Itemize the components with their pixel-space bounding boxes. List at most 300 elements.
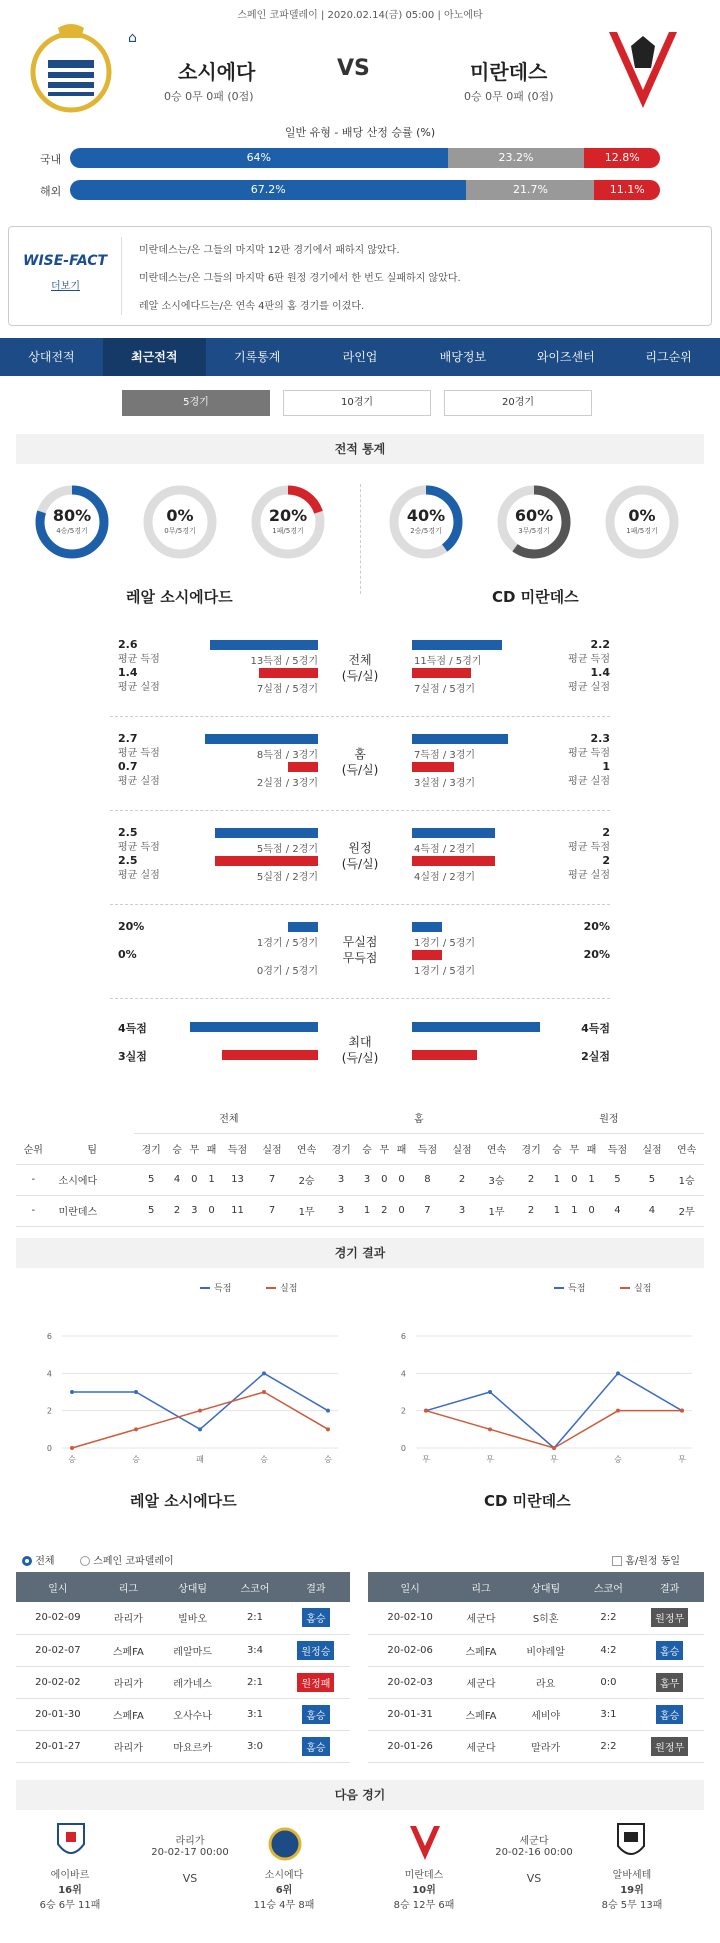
home-stat-bar <box>288 762 318 772</box>
home-team-full: 레알 소시에다드 <box>126 588 233 606</box>
home-stat-label: 평균 득점 <box>118 654 160 665</box>
series-point <box>262 1371 266 1375</box>
away-stat-label: 평균 득점 <box>568 748 610 759</box>
result-badge: 홈승 <box>656 1705 683 1724</box>
standings-col: 무 <box>566 1133 583 1164</box>
wise-fact-item: 미란데스는/은 그들의 마지막 12판 경기에서 패하지 않았다. <box>139 245 400 256</box>
standings-cell: 1무 <box>289 1195 324 1226</box>
results-cell: 20-02-06 <box>368 1634 452 1666</box>
standings-cell: 0 <box>376 1164 393 1195</box>
tab-head-to-head[interactable]: 상대전적 <box>28 350 75 364</box>
table-row <box>368 1634 704 1666</box>
next-away-t1: 미란데스 10위 8승 12무 6패 <box>393 1870 455 1911</box>
results-cell: 4:2 <box>582 1634 636 1666</box>
results-cell: 스페FA <box>100 1698 157 1730</box>
standings-col: 득점 <box>410 1133 445 1164</box>
standings-cell: 11 <box>220 1195 255 1226</box>
stats-title: 전적 통계 <box>16 434 704 464</box>
donut-sub: 4승/5경기 <box>56 527 88 535</box>
standings-cell: 4 <box>635 1195 670 1226</box>
results-cell <box>635 1602 704 1634</box>
results-col: 일시 <box>368 1572 452 1602</box>
standings-team[interactable]: 소시에다 <box>51 1164 134 1195</box>
results-chart <box>370 1276 704 1486</box>
lose-rate: 12.8% <box>584 148 660 168</box>
away-stat-value: 1.4 <box>590 666 610 679</box>
home-stat-label: 평균 실점 <box>118 682 160 693</box>
stat-divider <box>110 904 610 905</box>
next-away-t1-logo <box>408 1822 442 1862</box>
home-stat-value: 3실점 <box>118 1050 147 1063</box>
away-stat-count: 4실점 / 2경기 <box>414 872 476 883</box>
standings-col: 실점 <box>445 1133 480 1164</box>
results-chart <box>16 1276 350 1486</box>
results-cell: 2:2 <box>582 1602 636 1634</box>
series-point <box>680 1409 684 1413</box>
result-badge: 원정승 <box>297 1641 334 1660</box>
series-point <box>198 1409 202 1413</box>
standings-cell: 7 <box>410 1195 445 1226</box>
away-stat-bar <box>412 1022 540 1032</box>
rate-label: 국내 <box>40 153 62 166</box>
next-home-t1-logo <box>56 1822 86 1862</box>
table-row <box>16 1195 704 1226</box>
home-team-name: 소시에다 <box>178 60 256 84</box>
x-tick-label: 패 <box>196 1455 204 1464</box>
home-stat-label: 평균 실점 <box>118 776 160 787</box>
away-stat-value: 20% <box>583 920 610 933</box>
results-cell: 2:1 <box>228 1602 281 1634</box>
standings-cell: 7 <box>255 1195 290 1226</box>
win-rate: 67.2% <box>70 180 466 200</box>
next-home-t1: 에이바르 16위 6승 6무 11패 <box>39 1870 101 1911</box>
results-cell: 마요르카 <box>157 1730 228 1762</box>
home-stat-bar <box>190 1022 318 1032</box>
standings-cell: 3승 <box>479 1164 514 1195</box>
away-stat-bar <box>412 762 454 772</box>
standings-cell: 2무 <box>669 1195 704 1226</box>
standings-cell: 3 <box>358 1164 375 1195</box>
donut-chart <box>250 484 326 560</box>
away-stat-value: 2 <box>602 854 610 867</box>
standings-cell: 5 <box>134 1195 169 1226</box>
away-stat-value: 20% <box>583 948 610 961</box>
results-cell: 3:4 <box>228 1634 281 1666</box>
away-stat-count: 3실점 / 3경기 <box>414 778 476 789</box>
standings-col: 연속 <box>289 1133 324 1164</box>
results-cell: 세군다 <box>452 1730 510 1762</box>
results-cell: 스페FA <box>452 1634 510 1666</box>
home-icon[interactable]: ⌂ <box>128 30 137 46</box>
results-col: 스코어 <box>582 1572 636 1602</box>
donut-chart <box>142 484 218 560</box>
series-point <box>134 1427 138 1431</box>
home-stat-count: 0경기 / 5경기 <box>256 966 318 977</box>
table-row <box>16 1164 704 1195</box>
results-cell <box>635 1730 704 1762</box>
standings-col: 패 <box>393 1133 410 1164</box>
next-away-t2: 알바세테 19위 8승 5무 13패 <box>601 1870 663 1911</box>
period-10-button[interactable]: 10경기 <box>283 390 431 416</box>
away-stat-value: 1 <box>602 760 610 773</box>
standings-cell: - <box>16 1195 51 1226</box>
period-5-button[interactable]: 5경기 <box>122 390 270 416</box>
results-cell: 레가네스 <box>157 1666 228 1698</box>
results-cell: 3:0 <box>228 1730 281 1762</box>
series-point <box>616 1409 620 1413</box>
y-tick-label: 6 <box>400 1332 406 1341</box>
next-home-t2-logo <box>268 1822 302 1862</box>
wise-more-link[interactable]: 더보기 <box>51 281 80 292</box>
wise-fact-logo: WISE-FACT <box>23 253 108 269</box>
donut-percent: 80% <box>52 506 92 525</box>
stat-group-label: 원정 (득/실) <box>341 841 379 871</box>
x-tick-label: 무 <box>422 1455 430 1464</box>
results-cell: 라리가 <box>100 1730 157 1762</box>
standings-col: 승 <box>168 1133 185 1164</box>
y-tick-label: 6 <box>46 1332 52 1341</box>
results-cell <box>282 1730 350 1762</box>
standings-cell: 5 <box>635 1164 670 1195</box>
standings-cell: 2 <box>445 1164 480 1195</box>
results-cell: 세군다 <box>452 1602 510 1634</box>
donut-chart <box>496 484 572 560</box>
tab-nav <box>0 338 720 376</box>
home-stat-count: 2실점 / 3경기 <box>256 778 318 789</box>
home-stat-bar <box>288 922 318 932</box>
vs-label: VS <box>337 56 370 81</box>
filter-same-venue[interactable]: 홈/원정 동일 <box>612 1552 680 1567</box>
results-cell: 20-02-03 <box>368 1666 452 1698</box>
wise-fact-item: 미란데스는/은 그들의 마지막 6판 원정 경기에서 한 번도 실패하지 않았다. <box>139 273 461 284</box>
standings-cell: 1 <box>358 1195 375 1226</box>
y-tick-label: 2 <box>400 1406 406 1416</box>
x-tick-label: 승 <box>324 1455 332 1464</box>
home-stat-value: 2.7 <box>118 732 138 745</box>
home-stat-value: 4득점 <box>118 1022 147 1035</box>
standings-cell: 1 <box>566 1195 583 1226</box>
filter-all[interactable]: 전체 <box>22 1552 55 1567</box>
results-away-table <box>368 1572 704 1763</box>
away-stat-count: 1경기 / 5경기 <box>414 938 476 949</box>
standings-cell: 1 <box>583 1164 600 1195</box>
results-cell <box>635 1666 704 1698</box>
standings-col: 무 <box>186 1133 203 1164</box>
home-logo <box>28 22 114 114</box>
table-row <box>368 1602 704 1634</box>
results-cell: 라리가 <box>100 1666 157 1698</box>
standings-cell: 0 <box>393 1164 410 1195</box>
x-tick-label: 승 <box>614 1455 622 1464</box>
home-stat-value: 1.4 <box>118 666 138 679</box>
away-stat-bar <box>412 640 502 650</box>
filter-cup[interactable]: 스페인 코파델레이 <box>80 1552 174 1567</box>
donut-sub: 0무/5경기 <box>164 527 196 535</box>
results-cell: 0:0 <box>582 1666 636 1698</box>
tab-lineup[interactable]: 라인업 <box>342 350 378 364</box>
away-stat-value: 2 <box>602 826 610 839</box>
standings-cell: 7 <box>255 1164 290 1195</box>
home-stat-count: 5실점 / 2경기 <box>256 872 318 883</box>
results-cell: 스페FA <box>452 1698 510 1730</box>
donut-sub: 1패/5경기 <box>272 527 304 535</box>
x-tick-label: 승 <box>260 1455 268 1464</box>
standings-cell: 2 <box>168 1195 185 1226</box>
standings-col: 승 <box>358 1133 375 1164</box>
results-cell: 2:1 <box>228 1666 281 1698</box>
stat-divider <box>110 810 610 811</box>
standings-cell: 3 <box>324 1195 359 1226</box>
series-point <box>70 1390 74 1394</box>
home-stat-label: 평균 실점 <box>118 870 160 881</box>
results-cell: 20-02-09 <box>16 1602 100 1634</box>
standings-cell: - <box>16 1164 51 1195</box>
results-col: 일시 <box>16 1572 100 1602</box>
away-stat-label: 평균 실점 <box>568 682 610 693</box>
tab-recent[interactable]: 최근전적 <box>103 338 206 376</box>
result-badge: 홈승 <box>302 1737 329 1756</box>
stat-group-label: 홈 (득/실) <box>341 747 379 777</box>
next-away-info: 세군다 20-02-16 00:00 VS <box>495 1836 573 1885</box>
standings-cell: 0 <box>203 1195 220 1226</box>
wise-fact-box <box>8 226 712 326</box>
home-stat-bar <box>210 640 318 650</box>
series-point <box>552 1446 556 1450</box>
away-stat-label: 평균 득점 <box>568 842 610 853</box>
results-cell: 20-02-02 <box>16 1666 100 1698</box>
table-row <box>16 1666 350 1698</box>
standings-team[interactable]: 미란데스 <box>51 1195 134 1226</box>
standings-cell: 5 <box>134 1164 169 1195</box>
home-stat-count: 8득점 / 3경기 <box>256 750 318 761</box>
standings-cell: 1 <box>548 1195 565 1226</box>
series-point <box>424 1409 428 1413</box>
standings-col: 실점 <box>635 1133 670 1164</box>
wise-fact-item: 레알 소시에다드는/은 연속 4판의 홈 경기를 이겼다. <box>139 301 365 312</box>
results-col: 리그 <box>452 1572 510 1602</box>
results-cell: 20-01-31 <box>368 1698 452 1730</box>
results-cell: 레알마드 <box>157 1634 228 1666</box>
next-away-t2-logo <box>616 1822 646 1862</box>
away-stat-value: 2실점 <box>581 1050 610 1063</box>
legend-label: 득점 <box>568 1284 586 1294</box>
away-team-record: 0승 0무 0패 (0점) <box>464 90 554 103</box>
stat-group-label: 전체 (득/실) <box>341 653 379 683</box>
standings-col: 패 <box>203 1133 220 1164</box>
home-stat-bar <box>215 856 318 866</box>
home-stat-bar <box>205 734 318 744</box>
stat-divider <box>110 716 610 717</box>
rate-title: 일반 유형 - 배당 산정 승률 (%) <box>284 126 436 139</box>
home-stat-count: 1경기 / 5경기 <box>256 938 318 949</box>
win-rate: 64% <box>70 148 448 168</box>
away-stat-count: 7실점 / 5경기 <box>414 684 476 695</box>
series-point <box>616 1371 620 1375</box>
draw-rate: 23.2% <box>448 148 585 168</box>
draw-rate: 21.7% <box>466 180 594 200</box>
standings-col: 실점 <box>255 1133 290 1164</box>
series-point <box>134 1390 138 1394</box>
donut-percent: 0% <box>166 506 194 525</box>
away-stat-bar <box>412 1050 477 1060</box>
series-line <box>72 1373 328 1429</box>
series-point <box>488 1427 492 1431</box>
standings-table <box>16 1102 704 1227</box>
series-point <box>326 1427 330 1431</box>
standings-cell: 5 <box>600 1164 635 1195</box>
period-20-button[interactable]: 20경기 <box>444 390 592 416</box>
results-cell: 2:2 <box>582 1730 636 1762</box>
next-home-t2: 소시에다 6위 11승 4무 8패 <box>253 1870 315 1911</box>
away-stat-value: 2.2 <box>590 638 610 651</box>
standings-col: 경기 <box>324 1133 359 1164</box>
results-cell <box>282 1698 350 1730</box>
table-row <box>16 1730 350 1762</box>
standings-col: 득점 <box>600 1133 635 1164</box>
results-cell: 빌바오 <box>157 1602 228 1634</box>
results-cell: 세군다 <box>452 1666 510 1698</box>
donut-percent: 40% <box>406 506 446 525</box>
donut-chart <box>604 484 680 560</box>
home-stat-bar <box>222 1050 318 1060</box>
away-team-name: 미란데스 <box>470 60 548 84</box>
standings-cell: 1 <box>203 1164 220 1195</box>
standings-cell: 3 <box>186 1195 203 1226</box>
results-cell: 20-01-26 <box>368 1730 452 1762</box>
table-row <box>16 1634 350 1666</box>
home-stat-label: 평균 득점 <box>118 748 160 759</box>
rate-bar <box>70 180 660 200</box>
donut-sub: 1패/5경기 <box>626 527 658 535</box>
x-tick-label: 무 <box>486 1455 494 1464</box>
away-stat-bar <box>412 856 495 866</box>
away-team-full: CD 미란데스 <box>492 588 579 606</box>
away-stat-label: 평균 실점 <box>568 776 610 787</box>
results-cell <box>635 1634 704 1666</box>
result-badge: 홈무 <box>656 1673 683 1692</box>
standings-col: 경기 <box>134 1133 169 1164</box>
chart-home-team: 레알 소시에다드 <box>130 1492 237 1510</box>
tab-record-stats[interactable]: 기록통계 <box>233 350 281 364</box>
standings-cell: 0 <box>186 1164 203 1195</box>
y-tick-label: 4 <box>46 1369 52 1379</box>
lose-rate: 11.1% <box>594 180 659 200</box>
standings-cell: 0 <box>583 1195 600 1226</box>
y-tick-label: 0 <box>46 1444 52 1453</box>
results-cell <box>635 1698 704 1730</box>
home-stat-value: 2.6 <box>118 638 138 651</box>
standings-cell: 3 <box>445 1195 480 1226</box>
results-col: 결과 <box>282 1572 350 1602</box>
standings-cell: 2승 <box>289 1164 324 1195</box>
results-home-table <box>16 1572 350 1763</box>
home-team-record: 0승 0무 0패 (0점) <box>164 90 254 103</box>
home-stat-value: 20% <box>118 920 145 933</box>
legend-label: 득점 <box>214 1284 232 1294</box>
rate-bar <box>70 148 660 168</box>
away-stat-bar <box>412 922 442 932</box>
rate-label: 해외 <box>40 185 62 198</box>
results-cell: 말라가 <box>510 1730 582 1762</box>
results-cell <box>282 1602 350 1634</box>
standings-cell: 0 <box>566 1164 583 1195</box>
series-line <box>426 1411 682 1448</box>
results-cell: 세비야 <box>510 1698 582 1730</box>
away-stat-bar <box>412 668 471 678</box>
donut-sub: 2승/5경기 <box>410 527 442 535</box>
result-badge: 원정무 <box>651 1608 688 1627</box>
results-cell: 라리가 <box>100 1602 157 1634</box>
stat-divider <box>110 998 610 999</box>
results-cell: 3:1 <box>228 1698 281 1730</box>
x-tick-label: 승 <box>132 1455 140 1464</box>
next-title: 다음 경기 <box>16 1780 704 1810</box>
results-cell: 비야레알 <box>510 1634 582 1666</box>
home-stat-value: 2.5 <box>118 826 138 839</box>
away-stat-bar <box>412 734 508 744</box>
results-col: 스코어 <box>228 1572 281 1602</box>
standings-cell: 4 <box>168 1164 185 1195</box>
tab-league-rank[interactable]: 리그순위 <box>645 350 692 364</box>
home-stat-value: 0% <box>118 948 137 961</box>
home-stat-value: 0.7 <box>118 760 138 773</box>
series-point <box>198 1427 202 1431</box>
results-cell: 3:1 <box>582 1698 636 1730</box>
standings-cell: 2 <box>514 1195 549 1226</box>
series-line <box>72 1392 328 1448</box>
group-home: 홈 <box>324 1102 514 1133</box>
results-cell: 20-02-07 <box>16 1634 100 1666</box>
standings-col: 득점 <box>220 1133 255 1164</box>
donut-percent: 20% <box>268 506 308 525</box>
tab-wise-center[interactable]: 와이즈센터 <box>536 350 595 364</box>
results-cell <box>282 1666 350 1698</box>
standings-cell: 2 <box>376 1195 393 1226</box>
match-meta: 스페인 코파델레이 | 2020.02.14(금) 05:00 | 아노에타 <box>237 10 483 21</box>
standings-cell: 1무 <box>479 1195 514 1226</box>
results-cell: 20-01-27 <box>16 1730 100 1762</box>
away-stat-bar <box>412 828 495 838</box>
standings-col: 팀 <box>51 1133 134 1164</box>
away-stat-bar <box>412 950 442 960</box>
result-badge: 홈승 <box>302 1608 329 1627</box>
results-col: 리그 <box>100 1572 157 1602</box>
results-col: 상대팀 <box>157 1572 228 1602</box>
table-row <box>368 1698 704 1730</box>
home-stat-count: 5득점 / 2경기 <box>256 844 318 855</box>
away-stat-value: 2.3 <box>590 732 610 745</box>
series-point <box>326 1409 330 1413</box>
tab-odds[interactable]: 배당정보 <box>439 350 487 364</box>
standings-cell: 2 <box>514 1164 549 1195</box>
donut-chart <box>34 484 110 560</box>
away-stat-value: 4득점 <box>581 1022 610 1035</box>
away-logo <box>603 24 683 112</box>
results-cell: S히혼 <box>510 1602 582 1634</box>
away-stat-label: 평균 득점 <box>568 654 610 665</box>
table-row <box>368 1730 704 1762</box>
x-tick-label: 무 <box>550 1455 558 1464</box>
standings-col: 무 <box>376 1133 393 1164</box>
x-tick-label: 무 <box>678 1455 686 1464</box>
table-row <box>16 1602 350 1634</box>
series-point <box>70 1446 74 1450</box>
home-stat-value: 2.5 <box>118 854 138 867</box>
donut-percent: 60% <box>514 506 554 525</box>
standings-cell: 1 <box>548 1164 565 1195</box>
away-stat-count: 1경기 / 5경기 <box>414 966 476 977</box>
table-row <box>368 1666 704 1698</box>
